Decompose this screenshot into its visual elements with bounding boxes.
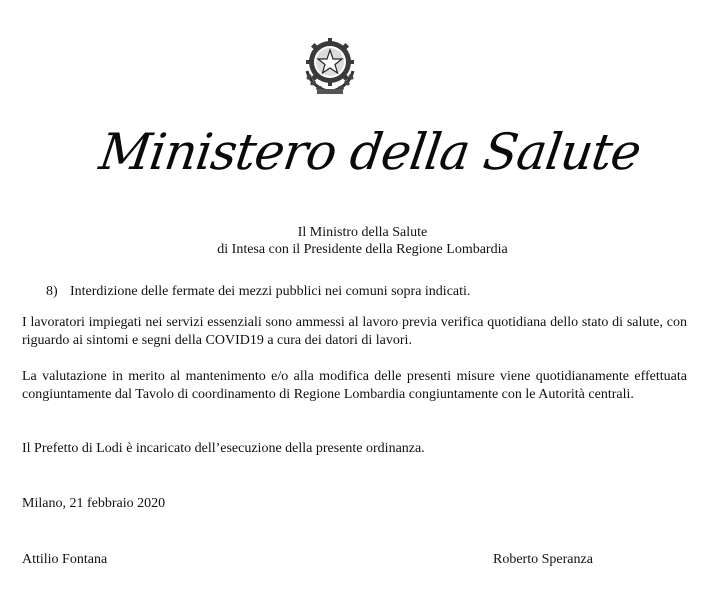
list-item (46, 283, 470, 301)
list-item-text: Interdizione delle fermate dei mezzi pubblici nei comuni sopra indicati. (70, 284, 471, 299)
document-date: Milano, 21 febbraio 2020 (22, 496, 166, 511)
italian-republic-emblem-icon (297, 31, 363, 97)
agreement-heading: di Intesa con il Presidente della Regione Lombardia (217, 242, 508, 257)
signatory-right: Roberto Speranza (493, 552, 593, 567)
paragraph-workers: I lavoratori impiegati nei servizi essenziali sono ammessi al lavoro previa verifica quotidiana dello stato di salute, con riguardo ai sintomi e segni della COVID19 a cura dei datori di lavori. (22, 315, 687, 348)
paragraph-prefect: Il Prefetto di Lodi è incaricato dell’esecuzione della presente ordinanza. (22, 441, 425, 456)
minister-heading: Il Ministro della Salute (297, 225, 428, 240)
list-item-number: 8) (46, 284, 58, 299)
ministry-title: Ministero della Salute (95, 123, 644, 181)
signatory-left: Attilio Fontana (22, 552, 108, 567)
paragraph-evaluation: La valutazione in merito al mantenimento e/o alla modifica delle presenti misure viene quotidianamente effettuata congiuntamente dal Tavolo di coordinamento di Regione Lombardia congiuntamente con le Autorità centrali. (22, 369, 687, 402)
